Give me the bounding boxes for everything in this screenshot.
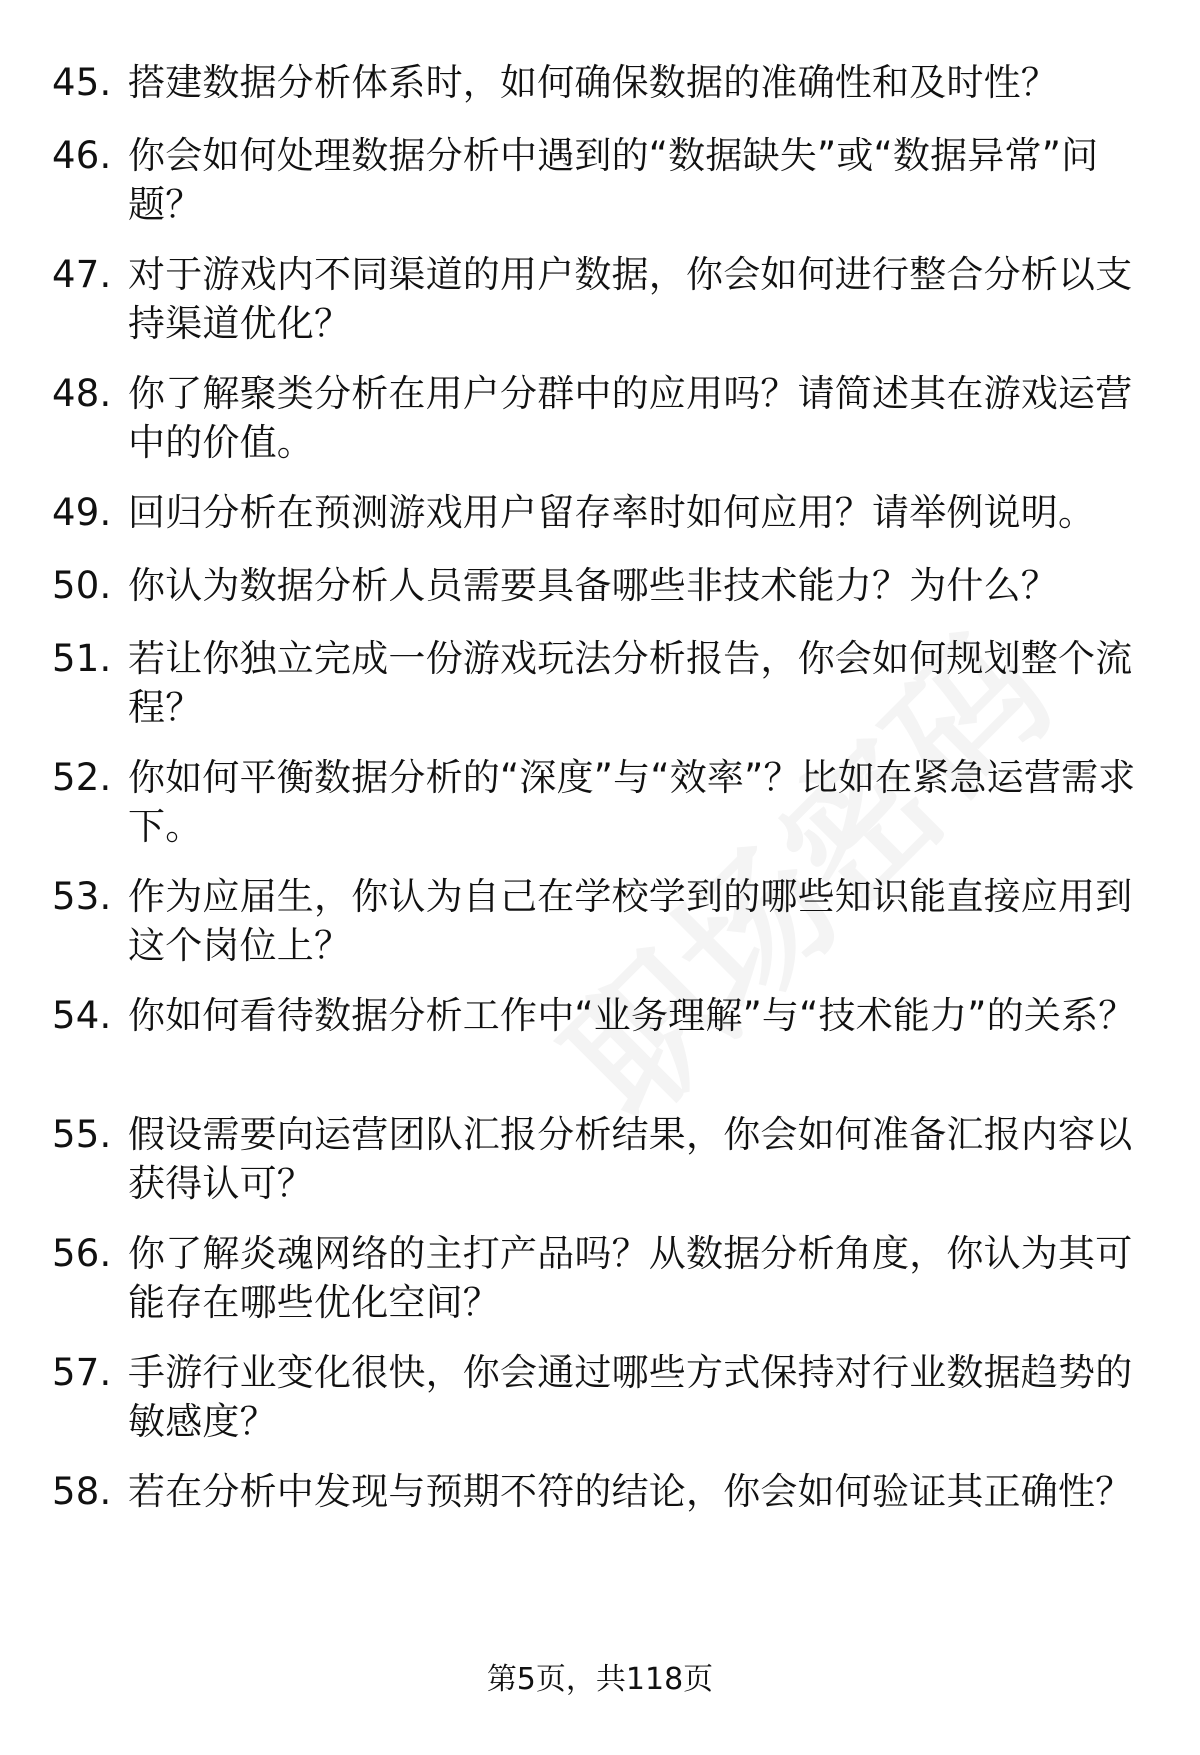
question-text: 你会如何处理数据分析中遇到的“数据缺失”或“数据异常”问题？ xyxy=(128,134,1099,226)
question-item xyxy=(52,634,1148,732)
question-number: 49. xyxy=(52,491,112,534)
question-item xyxy=(52,58,1148,107)
question-text: 若在分析中发现与预期不符的结论，你会如何验证其正确性？ xyxy=(128,1470,1133,1513)
question-text: 假设需要向运营团队汇报分析结果，你会如何准备汇报内容以获得认可？ xyxy=(128,1113,1133,1205)
question-item xyxy=(52,488,1148,537)
question-item xyxy=(52,1110,1148,1208)
question-item xyxy=(52,1348,1148,1446)
question-number: 53. xyxy=(52,875,112,918)
question-text: 你了解炎魂网络的主打产品吗？从数据分析角度，你认为其可能存在哪些优化空间？ xyxy=(128,1232,1133,1324)
question-number: 57. xyxy=(52,1351,112,1394)
question-item xyxy=(52,1229,1148,1327)
question-item xyxy=(52,991,1148,1040)
question-number: 50. xyxy=(52,564,112,607)
question-number: 46. xyxy=(52,134,112,177)
question-item xyxy=(52,369,1148,467)
question-number: 48. xyxy=(52,372,112,415)
question-text: 你了解聚类分析在用户分群中的应用吗？请简述其在游戏运营中的价值。 xyxy=(128,372,1133,464)
question-text: 若让你独立完成一份游戏玩法分析报告，你会如何规划整个流程？ xyxy=(128,637,1133,729)
question-number: 54. xyxy=(52,994,112,1037)
question-item xyxy=(52,872,1148,970)
question-item xyxy=(52,250,1148,348)
page-footer: 第5页，共118页 xyxy=(486,1662,714,1697)
question-text: 手游行业变化很快，你会通过哪些方式保持对行业数据趋势的敏感度？ xyxy=(128,1351,1133,1443)
question-text: 对于游戏内不同渠道的用户数据，你会如何进行整合分析以支持渠道优化？ xyxy=(128,253,1133,345)
question-item xyxy=(52,561,1148,610)
question-number: 47. xyxy=(52,253,112,296)
question-text: 作为应届生，你认为自己在学校学到的哪些知识能直接应用到这个岗位上？ xyxy=(128,875,1133,967)
question-item xyxy=(52,131,1148,229)
question-number: 45. xyxy=(52,61,112,104)
question-text: 你如何平衡数据分析的“深度”与“效率”？比如在紧急运营需求下。 xyxy=(128,756,1136,848)
question-text: 回归分析在预测游戏用户留存率时如何应用？请举例说明。 xyxy=(128,491,1096,534)
question-text: 搭建数据分析体系时，如何确保数据的准确性和及时性？ xyxy=(128,61,1058,104)
question-number: 51. xyxy=(52,637,112,680)
question-number: 55. xyxy=(52,1113,112,1156)
question-item xyxy=(52,1467,1148,1516)
question-number: 58. xyxy=(52,1470,112,1513)
question-item xyxy=(52,753,1148,851)
question-number: 52. xyxy=(52,756,112,799)
question-number: 56. xyxy=(52,1232,112,1275)
question-text: 你认为数据分析人员需要具备哪些非技术能力？为什么？ xyxy=(128,564,1058,607)
question-text: 你如何看待数据分析工作中“业务理解”与“技术能力”的关系？ xyxy=(128,994,1136,1037)
